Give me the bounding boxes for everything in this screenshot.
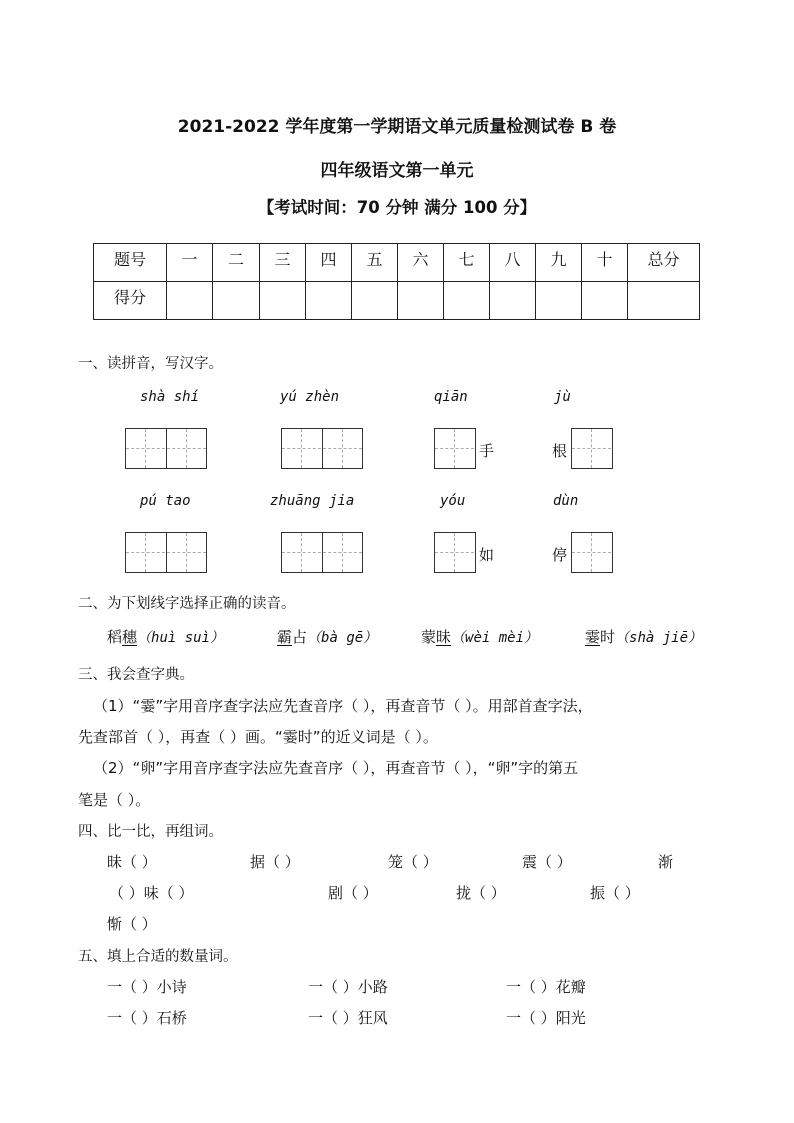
table-header-cell: 一 xyxy=(167,244,213,282)
score-input-cell[interactable] xyxy=(260,282,306,320)
compare-item: 渐 xyxy=(658,853,674,871)
score-input-cell[interactable] xyxy=(306,282,352,320)
score-table xyxy=(93,243,700,320)
pinyin-label: zhuāng jia xyxy=(270,493,355,509)
pronunciation-item: 霎时（shà jiē） xyxy=(585,628,703,646)
section4-title: 四、比一比，再组词。 xyxy=(78,824,223,840)
table-header-cell: 八 xyxy=(490,244,536,282)
compare-item[interactable]: 振（ ） xyxy=(590,884,640,902)
score-label-cell: 得分 xyxy=(94,282,167,320)
score-input-cell[interactable] xyxy=(444,282,490,320)
question-line: 笔是（ ）。 xyxy=(78,791,151,809)
section5-title: 五、填上合适的数量词。 xyxy=(78,949,238,965)
table-header-cell: 三 xyxy=(260,244,306,282)
compare-item[interactable]: 笼（ ） xyxy=(388,853,438,871)
compare-item[interactable]: 拢（ ） xyxy=(456,884,506,902)
score-input-cell[interactable] xyxy=(582,282,628,320)
writing-box[interactable] xyxy=(434,428,476,469)
table-header-cell: 四 xyxy=(306,244,352,282)
underlined-character: 昧 xyxy=(436,628,452,646)
writing-box[interactable] xyxy=(281,428,363,469)
score-input-cell[interactable] xyxy=(213,282,260,320)
score-input-cell[interactable] xyxy=(352,282,398,320)
writing-box[interactable] xyxy=(125,532,207,573)
pinyin-label: yóu xyxy=(440,493,466,509)
given-character: 根 xyxy=(552,442,568,460)
writing-box[interactable] xyxy=(125,428,207,469)
measure-word-item[interactable]: 一（ ）小路 xyxy=(308,978,388,996)
pinyin-label: qiān xyxy=(434,389,468,405)
table-header-cell: 九 xyxy=(536,244,582,282)
writing-box[interactable] xyxy=(434,532,476,573)
exam-info: 【考试时间：70 分钟 满分 100 分】 xyxy=(257,198,537,217)
table-header-cell: 十 xyxy=(582,244,628,282)
pinyin-label: jù xyxy=(554,389,571,405)
compare-item[interactable]: （ ）味（ ） xyxy=(109,884,194,902)
given-character: 如 xyxy=(479,546,495,564)
table-header-cell: 总分 xyxy=(628,244,700,282)
pinyin-options[interactable]: （shà jiē） xyxy=(615,630,703,646)
underlined-character: 霸 xyxy=(277,628,293,646)
pronunciation-item: 霸占（bà gē） xyxy=(277,628,378,646)
pinyin-options[interactable]: （bà gē） xyxy=(307,630,378,646)
pinyin-options[interactable]: （wèi mèi） xyxy=(451,630,539,646)
score-input-cell[interactable] xyxy=(398,282,444,320)
score-input-cell[interactable] xyxy=(167,282,213,320)
exam-subtitle: 四年级语文第一单元 xyxy=(320,161,474,181)
given-character: 手 xyxy=(479,442,495,460)
measure-word-item[interactable]: 一（ ）狂风 xyxy=(308,1009,388,1027)
section3-title: 三、我会查字典。 xyxy=(78,667,194,683)
writing-box[interactable] xyxy=(571,428,613,469)
exam-title: 2021-2022 学年度第一学期语文单元质量检测试卷 B 卷 xyxy=(177,117,617,137)
underlined-character: 穗 xyxy=(122,628,138,646)
section2-title: 二、为下划线字选择正确的读音。 xyxy=(78,596,296,612)
table-header-cell: 二 xyxy=(213,244,260,282)
table-header-cell: 六 xyxy=(398,244,444,282)
question-line: 先查部首（ ），再查（ ）画。“霎时”的近义词是（ ）。 xyxy=(78,728,438,746)
writing-box[interactable] xyxy=(281,532,363,573)
measure-word-item[interactable]: 一（ ）小诗 xyxy=(107,978,187,996)
pinyin-label: yú zhèn xyxy=(280,389,340,405)
given-character: 停 xyxy=(552,546,568,564)
table-header-cell: 七 xyxy=(444,244,490,282)
score-input-cell[interactable] xyxy=(628,282,700,320)
measure-word-item[interactable]: 一（ ）阳光 xyxy=(506,1009,586,1027)
table-header-cell: 五 xyxy=(352,244,398,282)
underlined-character: 霎 xyxy=(585,628,601,646)
section1-title: 一、读拼音，写汉字。 xyxy=(78,356,223,372)
compare-item[interactable]: 剧（ ） xyxy=(328,884,378,902)
compare-item[interactable]: 昧（ ） xyxy=(107,853,157,871)
pinyin-label: shà shí xyxy=(140,389,200,405)
question-line: （1）“霎”字用音序查字法应先查音序（ ），再查音节（ ）。用部首查字法， xyxy=(93,697,593,715)
writing-box[interactable] xyxy=(571,532,613,573)
pinyin-label: pú tao xyxy=(140,493,191,509)
pronunciation-item: 稻穗（huì suì） xyxy=(107,628,225,646)
question-line: （2）“卵”字用音序查字法应先查音序（ ），再查音节（ ），“卵”字的第五 xyxy=(93,759,579,777)
table-header-cell: 题号 xyxy=(94,244,167,282)
compare-item[interactable]: 震（ ） xyxy=(522,853,572,871)
pinyin-label: dùn xyxy=(553,493,579,509)
score-input-cell[interactable] xyxy=(536,282,582,320)
pronunciation-item: 蒙昧（wèi mèi） xyxy=(421,628,539,646)
pinyin-options[interactable]: （huì suì） xyxy=(137,630,225,646)
score-table-header-row xyxy=(94,244,700,282)
score-table-score-row xyxy=(94,282,700,320)
measure-word-item[interactable]: 一（ ）石桥 xyxy=(107,1009,187,1027)
compare-item[interactable]: 惭（ ） xyxy=(107,915,157,933)
score-input-cell[interactable] xyxy=(490,282,536,320)
compare-item[interactable]: 据（ ） xyxy=(250,853,300,871)
measure-word-item[interactable]: 一（ ）花瓣 xyxy=(506,978,586,996)
